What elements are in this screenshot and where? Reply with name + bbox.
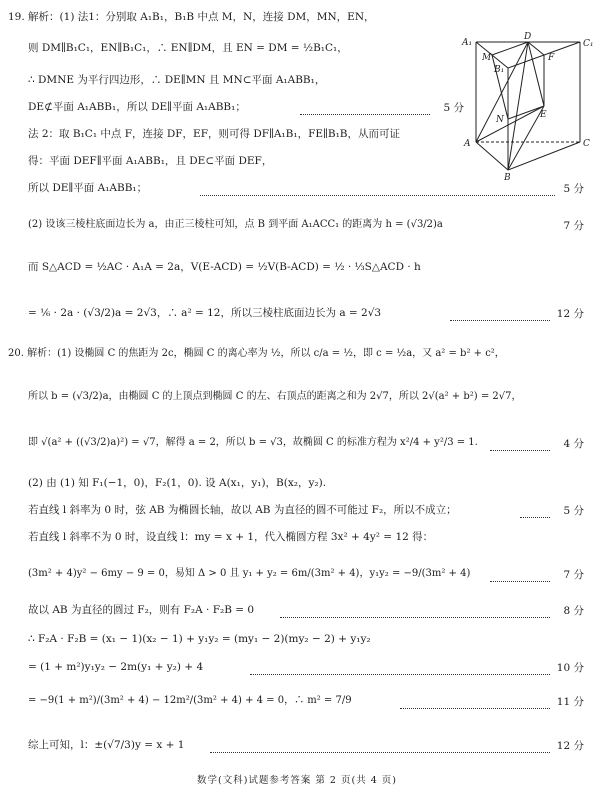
q20-score-5: 5 分 bbox=[563, 505, 584, 517]
q20-score-10: 10 分 bbox=[556, 662, 584, 674]
q19-score-12: 12 分 bbox=[556, 308, 584, 320]
q19-line-10: = ⅙ · 2a · (√3/2)a = 2√3，∴ a² = 12，所以三棱柱底面边长为 a = 2√3 bbox=[28, 307, 382, 319]
q20-dot-leader-2 bbox=[520, 503, 550, 518]
q19-dot-leader-3 bbox=[450, 306, 550, 321]
q20-dot-leader-4 bbox=[280, 603, 550, 618]
q19-line-9: 而 S△ACD = ½AC · A₁A = 2a，V(E-ACD) = ½V(B-ACD) = ½ · ⅓S△ACD · h bbox=[28, 261, 421, 273]
q20-line-11: = −9(1 + m²)/(3m² + 4) − 12m²/(3m² + 4) + 4 = 0，∴ m² = 7/9 bbox=[28, 695, 352, 706]
label-A1: A₁ bbox=[462, 38, 473, 48]
q20-score-12: 12 分 bbox=[556, 740, 584, 752]
q20-line-8: 故以 AB 为直径的圆过 F₂，则有 F₂A · F₂B = 0 bbox=[28, 604, 255, 616]
q19-line-8: (2) 设该三棱柱底面边长为 a，由正三棱柱可知，点 B 到平面 A₁ACC₁ 的距离为 h = (√3/2)a bbox=[28, 219, 443, 230]
q20-line-10: = (1 + m²)y₁y₂ − 2m(y₁ + y₂) + 4 bbox=[28, 661, 204, 673]
prism-figure bbox=[460, 30, 594, 183]
q20-score-8: 8 分 bbox=[563, 605, 584, 617]
q19-score-7: 7 分 bbox=[563, 220, 584, 232]
label-C1: C₁ bbox=[583, 39, 594, 49]
q20-line-7: (3m² + 4)y² − 6my − 9 = 0，易知 Δ > 0 且 y₁ + y₂ = 6m/(3m² + 4)，y₁y₂ = −9/(3m² + 4) bbox=[28, 568, 471, 579]
label-A: A bbox=[464, 139, 471, 149]
q19-score-5b: 5 分 bbox=[563, 183, 584, 195]
q20-dot-leader-3 bbox=[490, 567, 550, 582]
q19-dot-leader-2 bbox=[200, 181, 555, 196]
label-D: D bbox=[524, 32, 532, 42]
q19-line-7: 所以 DE∥平面 A₁ABB₁； bbox=[28, 182, 148, 194]
q20-score-4: 4 分 bbox=[563, 438, 584, 450]
q20-dot-leader-7 bbox=[210, 738, 550, 753]
q20-score-7: 7 分 bbox=[563, 569, 584, 581]
label-B: B bbox=[504, 173, 511, 183]
q20-dot-leader-1 bbox=[490, 436, 550, 451]
q19-line-2: 则 DM∥B₁C₁，EN∥B₁C₁，∴ EN∥DM，且 EN = DM = ½B₁C₁， bbox=[28, 42, 348, 54]
label-E: E bbox=[540, 110, 547, 120]
q19-line-4: DE⊄平面 A₁ABB₁，所以 DE∥平面 A₁ABB₁； bbox=[28, 101, 246, 113]
q19-line-3: ∴ DMNE 为平行四边形，∴ DE∥MN 且 MN⊂平面 A₁ABB₁， bbox=[28, 74, 326, 86]
label-F: F bbox=[548, 53, 555, 63]
q19-dot-leader-1 bbox=[300, 100, 430, 115]
q19-line-5: 法 2：取 B₁C₁ 中点 F，连接 DF，EF，则可得 DF∥A₁B₁，FE∥B₁B，从而可证 bbox=[28, 128, 401, 140]
q20-line-12: 综上可知，l：±(√7/3)y = x + 1 bbox=[28, 739, 185, 751]
q20-line-6: 若直线 l 斜率不为 0 时，设直线 l：my = x + 1，代入椭圆方程 3x² + 4y² = 12 得： bbox=[28, 531, 434, 543]
q20-line-5: 若直线 l 斜率为 0 时，弦 AB 为椭圆长轴，故以 AB 为直径的圆不可能过 F₂，所以不成立； bbox=[28, 504, 457, 516]
q19-line-1: 19. 解析：(1) 法1：分别取 A₁B₁，B₁B 中点 M，N，连接 DM，MN，EN， bbox=[8, 11, 375, 23]
q20-line-4: (2) 由 (1) 知 F₁(−1，0)，F₂(1，0). 设 A(x₁，y₁)，B(x₂，y₂). bbox=[28, 477, 327, 489]
q19-line-6: 得：平面 DEF∥平面 A₁ABB₁，且 DE⊂平面 DEF， bbox=[28, 155, 273, 167]
page-footer: 数学(文科)试题参考答案 第 2 页(共 4 页) bbox=[196, 775, 397, 786]
label-N: N bbox=[496, 115, 504, 125]
q20-line-3: 即 √(a² + ((√3/2)a)²) = √7，解得 a = 2，所以 b = √3，故椭圆 C 的标准方程为 x²/4 + y²/3 = 1. bbox=[28, 437, 478, 448]
q20-dot-leader-5 bbox=[250, 660, 550, 675]
label-B1: B₁ bbox=[494, 65, 505, 75]
q20-dot-leader-6 bbox=[400, 694, 550, 709]
label-C: C bbox=[583, 139, 590, 149]
q20-line-2: 所以 b = (√3/2)a，由椭圆 C 的上顶点到椭圆 C 的左、右顶点的距离之和为 2√7，所以 2√(a² + b²) = 2√7， bbox=[28, 391, 522, 402]
q19-score-5a: 5 分 bbox=[443, 102, 464, 114]
q20-line-9: ∴ F₂A · F₂B = (x₁ − 1)(x₂ − 1) + y₁y₂ = (my₁ − 2)(my₂ − 2) + y₁y₂ bbox=[28, 633, 371, 645]
label-M: M bbox=[482, 53, 492, 63]
q20-score-11: 11 分 bbox=[556, 696, 584, 708]
q20-line-1: 20. 解析：(1) 设椭圆 C 的焦距为 2c，椭圆 C 的离心率为 ½，所以 c/a = ½，即 c = ½a，又 a² = b² + c²， bbox=[8, 348, 505, 359]
